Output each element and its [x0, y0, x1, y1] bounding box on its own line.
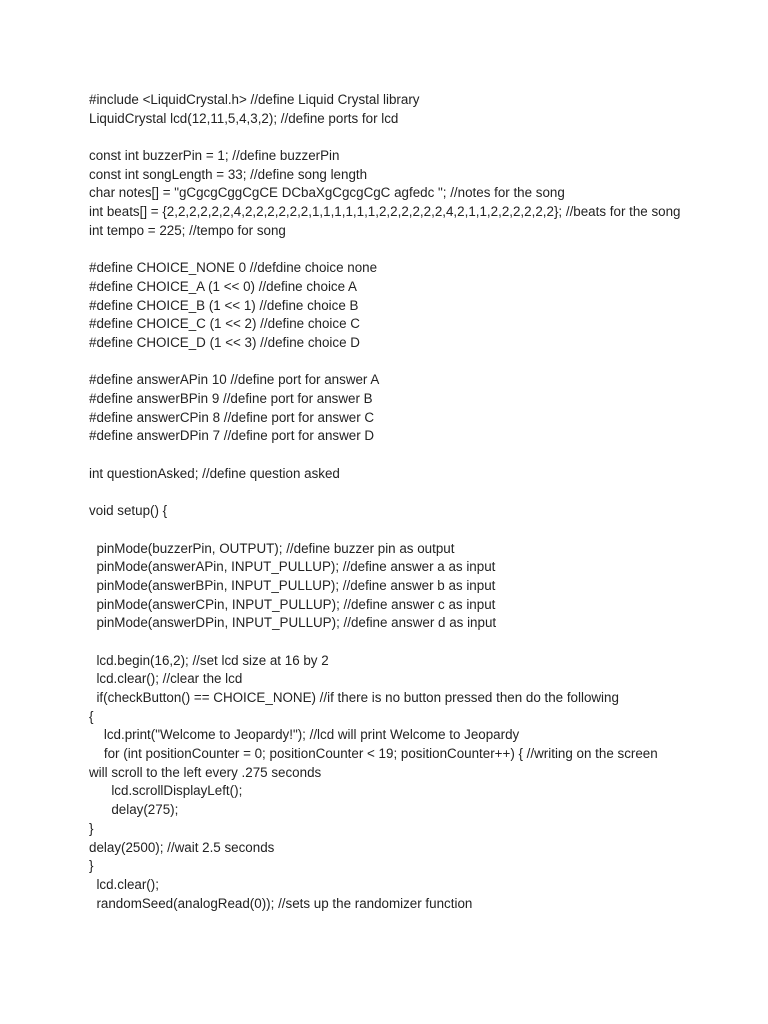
code-line: #define answerBPin 9 //define port for answer B: [89, 391, 373, 406]
blank-line: [89, 483, 749, 502]
code-line: #include <LiquidCrystal.h> //define Liquid Crystal library: [89, 92, 420, 107]
code-line: #define answerCPin 8 //define port for answer C: [89, 409, 375, 425]
code-line: #define CHOICE_C (1 << 2) //define choice C: [89, 316, 360, 332]
code-line: int beats[] = {2,2,2,2,2,2,4,2,2,2,2,2,2,1,1,1,1,1,1,2,2,2,2,2,2,4,2,1,1,2,2,2,2,2,2}; //beats for the song: [89, 204, 681, 220]
code-line: #define CHOICE_D (1 << 3) //define choice D: [89, 334, 360, 350]
code-line: }: [89, 820, 94, 836]
code-line: #define CHOICE_NONE 0 //defdine choice none: [89, 260, 378, 276]
code-line: LiquidCrystal lcd(12,11,5,4,3,2); //define ports for lcd: [89, 110, 399, 126]
code-line: will scroll to the left every .275 seconds: [89, 764, 322, 780]
blank-line: [89, 521, 749, 540]
code-line: #define CHOICE_B (1 << 1) //define choice B: [89, 297, 359, 313]
code-line: lcd.clear();: [89, 876, 159, 892]
blank-line: [89, 128, 749, 147]
code-line: delay(275);: [89, 802, 179, 818]
code-line: #define CHOICE_A (1 << 0) //define choice A: [89, 278, 357, 294]
code-line: {: [89, 708, 94, 724]
code-line: char notes[] = "gCgcgCggCgCE DCbaXgCgcgCgC agfedc "; //notes for the song: [89, 185, 565, 201]
code-line: lcd.scrollDisplayLeft();: [89, 783, 243, 799]
code-line: for (int positionCounter = 0; positionCounter < 19; positionCounter++) { //writing on the screen: [89, 746, 658, 762]
code-line: void setup() {: [89, 503, 168, 519]
code-line: pinMode(answerBPin, INPUT_PULLUP); //define answer b as input: [89, 577, 496, 593]
code-line: randomSeed(analogRead(0)); //sets up the randomizer function: [89, 895, 473, 911]
code-line: lcd.begin(16,2); //set lcd size at 16 by 2: [89, 652, 329, 668]
code-line: pinMode(answerCPin, INPUT_PULLUP); //define answer c as input: [89, 596, 496, 612]
code-line: }: [89, 858, 94, 874]
code-line: pinMode(buzzerPin, OUTPUT); //define buzzer pin as output: [89, 540, 455, 556]
blank-line: [89, 446, 749, 465]
code-line: const int buzzerPin = 1; //define buzzerPin: [89, 148, 340, 164]
code-line: delay(2500); //wait 2.5 seconds: [89, 839, 275, 855]
code-line: pinMode(answerDPin, INPUT_PULLUP); //define answer d as input: [89, 615, 497, 631]
code-listing: [89, 91, 749, 913]
code-line: int questionAsked; //define question asked: [89, 465, 340, 481]
code-line: if(checkButton() == CHOICE_NONE) //if there is no button pressed then do the following: [89, 690, 619, 705]
code-line: #define answerDPin 7 //define port for answer D: [89, 428, 375, 444]
code-line: pinMode(answerAPin, INPUT_PULLUP); //define answer a as input: [89, 559, 496, 575]
code-line: lcd.clear(); //clear the lcd: [89, 671, 243, 687]
code-line: int tempo = 225; //tempo for song: [89, 222, 286, 238]
blank-line: [89, 353, 749, 372]
code-line: const int songLength = 33; //define song length: [89, 166, 368, 182]
blank-line: [89, 241, 749, 260]
blank-line: [89, 633, 749, 652]
code-line: lcd.print("Welcome to Jeopardy!"); //lcd will print Welcome to Jeopardy: [89, 727, 520, 743]
code-line: #define answerAPin 10 //define port for answer A: [89, 372, 380, 388]
